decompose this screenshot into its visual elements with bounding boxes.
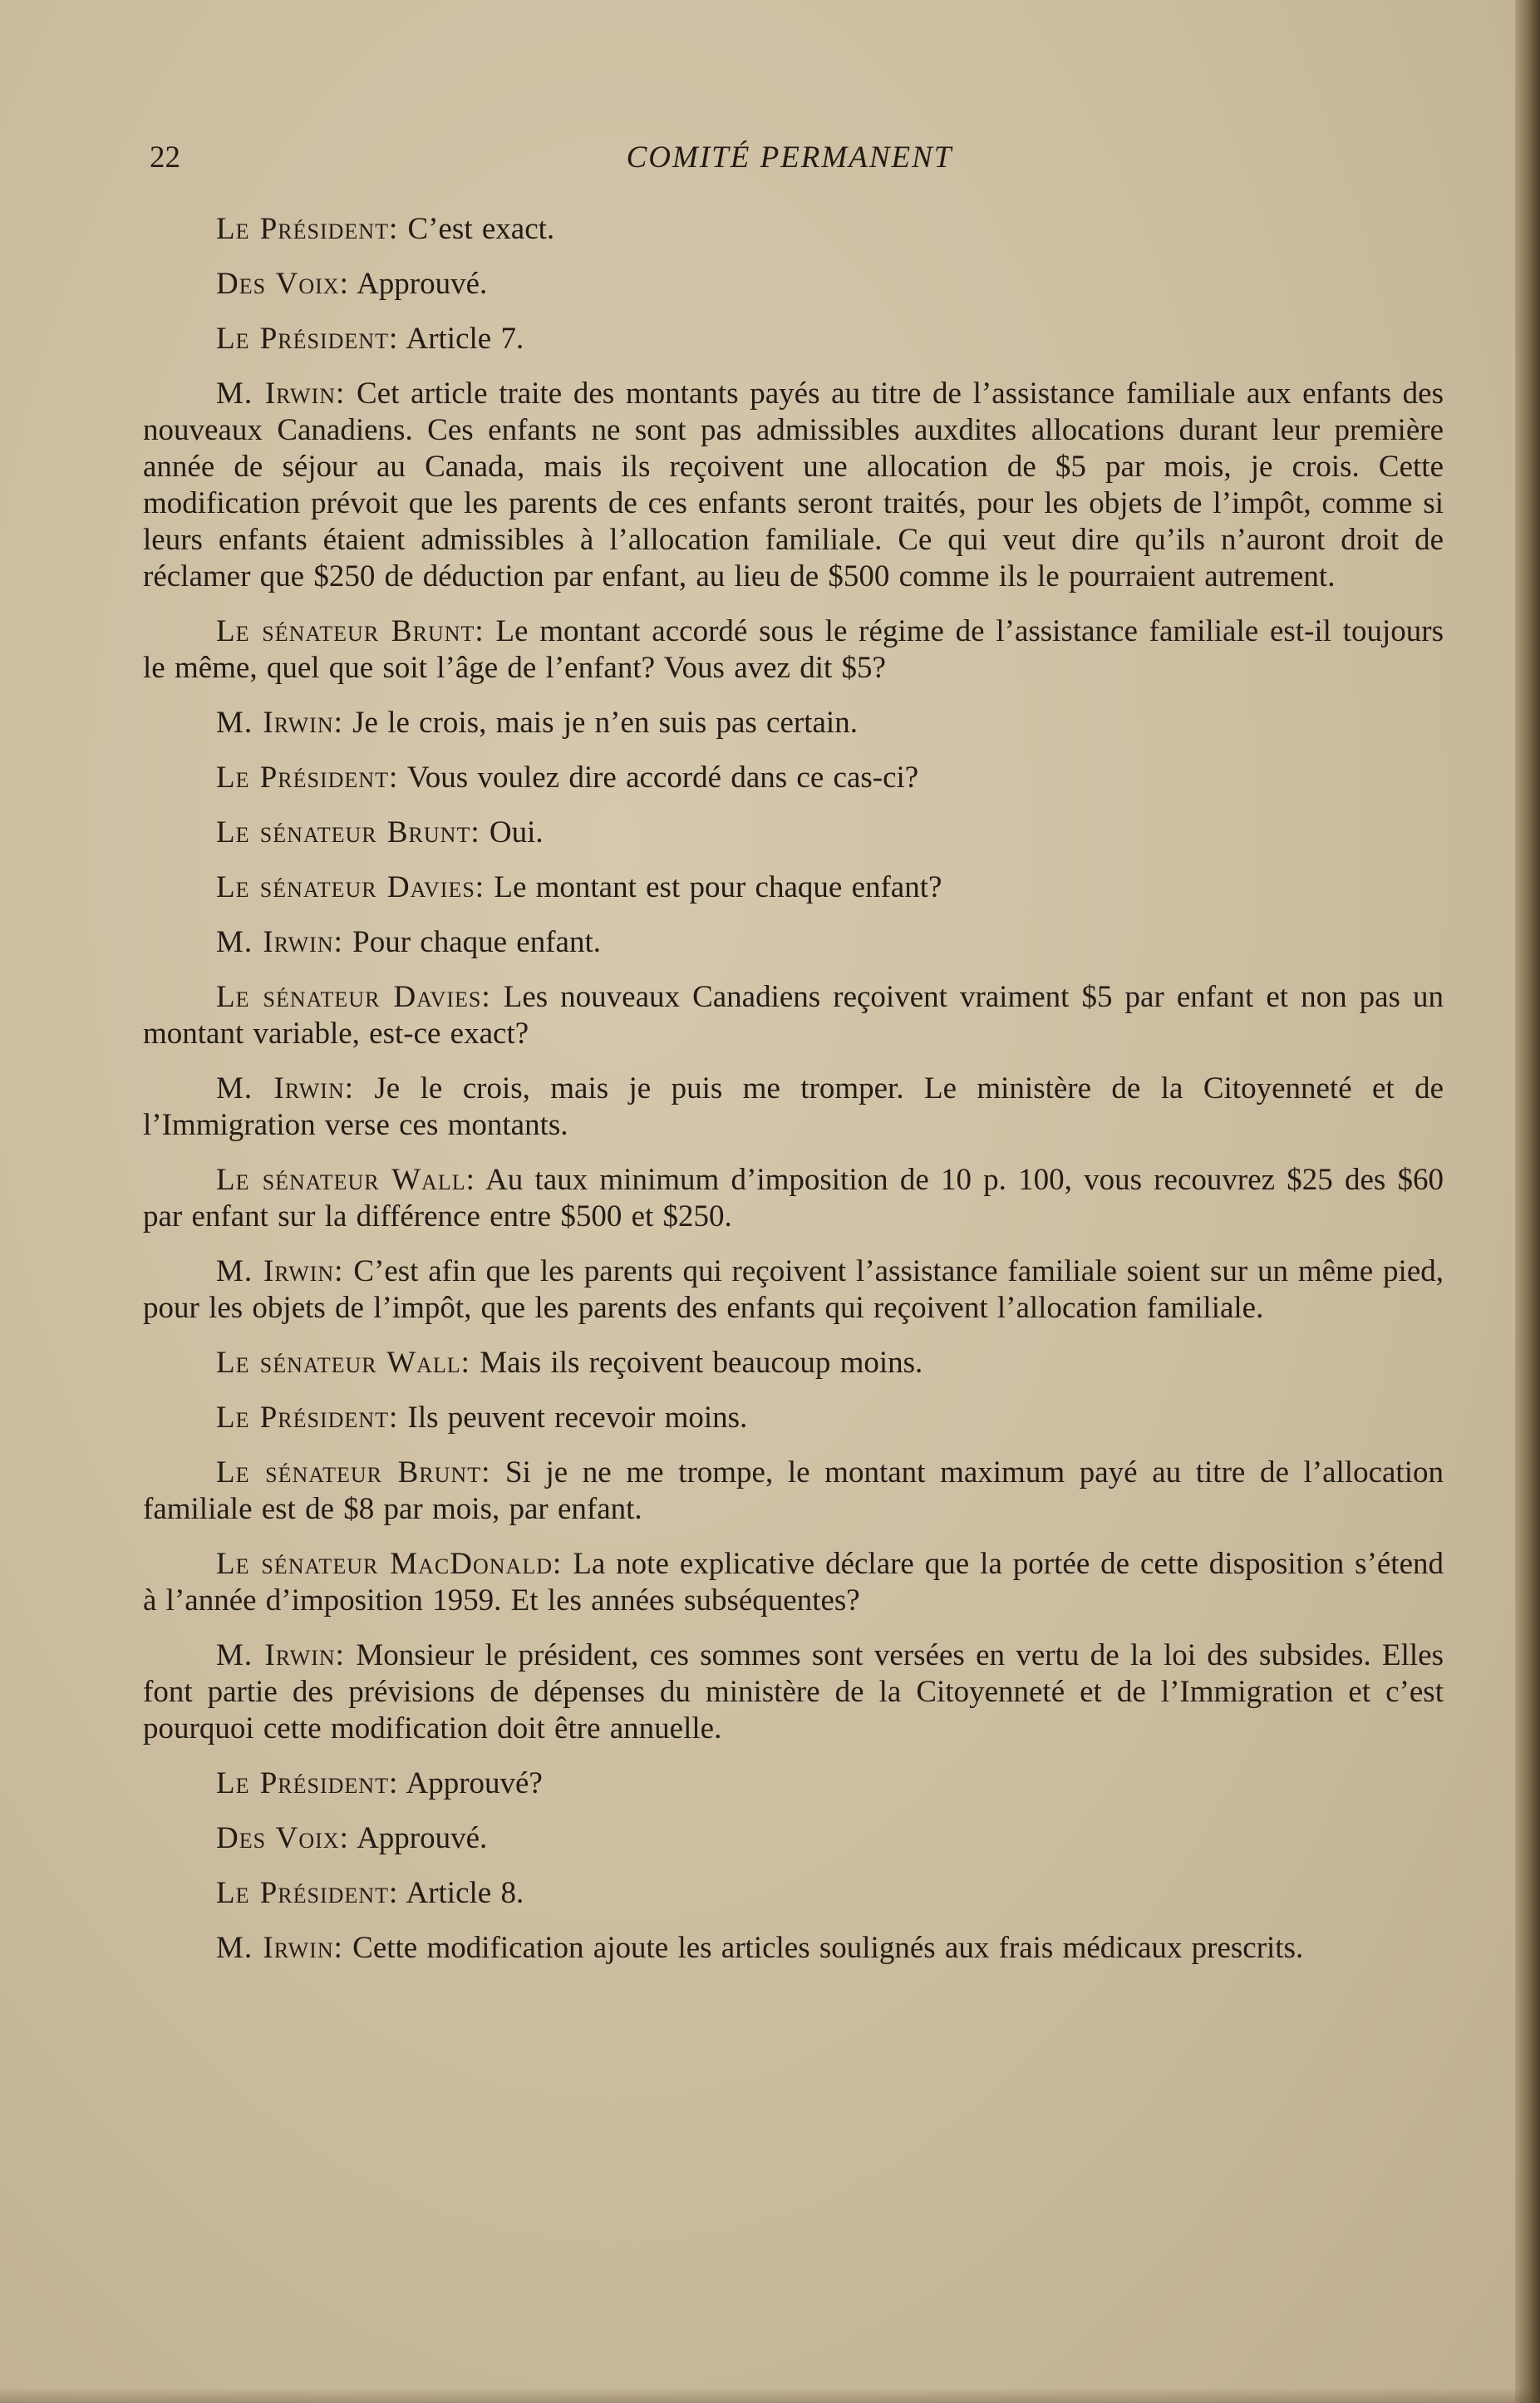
- speaker-label: Le sénateur Brunt:: [216, 614, 485, 648]
- transcript-body: [143, 211, 1444, 1985]
- speaker-label: Le Président:: [216, 322, 399, 356]
- page-edge-shadow: [1515, 0, 1540, 2403]
- paragraph-text: Article 7.: [406, 322, 524, 356]
- paragraph: [143, 376, 1444, 595]
- paragraph: [143, 1765, 1444, 1802]
- speaker-label: Le sénateur Davies:: [216, 870, 485, 904]
- paragraph: [143, 321, 1444, 357]
- page-title: COMITÉ PERMANENT: [626, 140, 953, 175]
- speaker-label: Le Président:: [216, 761, 399, 795]
- speaker-label: Le Président:: [216, 1766, 399, 1800]
- speaker-label: Le Président:: [216, 212, 399, 246]
- paragraph: [143, 1930, 1444, 1967]
- paragraph-text: Pour chaque enfant.: [352, 925, 602, 959]
- paragraph-text: Approuvé.: [357, 267, 488, 301]
- speaker-label: M. Irwin:: [216, 1638, 345, 1672]
- paragraph-text: Au taux minimum d’imposition de 10 p. 100, vous recouvrez $25 des $60 par enfant sur la différence entre $500 et $250.: [143, 1163, 1444, 1234]
- paragraph: [143, 613, 1444, 687]
- speaker-label: Des Voix:: [216, 1821, 349, 1855]
- speaker-label: M. Irwin:: [216, 1254, 344, 1288]
- speaker-label: Le sénateur Wall:: [216, 1163, 475, 1197]
- paragraph-text: Approuvé?: [406, 1766, 543, 1800]
- speaker-label: M. Irwin:: [216, 706, 343, 740]
- paragraph: [143, 815, 1444, 851]
- speaker-label: Le sénateur MacDonald:: [216, 1547, 563, 1581]
- paragraph: [143, 1875, 1444, 1912]
- speaker-label: M. Irwin:: [216, 377, 346, 411]
- paragraph-text: Les nouveaux Canadiens reçoivent vraiment $5 par enfant et non pas un montant variable, est-ce exact?: [143, 980, 1444, 1051]
- paragraph-text: Ils peuvent recevoir moins.: [407, 1401, 748, 1435]
- paragraph: [143, 1400, 1444, 1436]
- paragraph: [143, 211, 1444, 248]
- paragraph: [143, 1162, 1444, 1235]
- speaker-label: Le sénateur Brunt:: [216, 815, 480, 849]
- paragraph-text: Vous voulez dire accordé dans ce cas-ci?: [406, 761, 919, 795]
- paragraph: [143, 1345, 1444, 1381]
- paragraph: [143, 924, 1444, 961]
- paragraph: [143, 1637, 1444, 1747]
- speaker-label: Le sénateur Brunt:: [216, 1455, 491, 1490]
- paragraph-text: C’est exact.: [407, 212, 555, 246]
- paragraph-text: Oui.: [489, 815, 544, 849]
- speaker-label: Le sénateur Davies:: [216, 980, 491, 1014]
- paragraph: [143, 266, 1444, 303]
- speaker-label: Le sénateur Wall:: [216, 1346, 470, 1380]
- paragraph-text: Je le crois, mais je puis me tromper. Le ministère de la Citoyenneté et de l’Immigration verse ces montants.: [143, 1071, 1444, 1142]
- paragraph-text: La note explicative déclare que la portée de cette disposition s’étend à l’année d’imposition 1959. Et les années subséquentes?: [143, 1547, 1444, 1618]
- paragraph: [143, 1820, 1444, 1857]
- paragraph-text: Article 8.: [406, 1876, 524, 1910]
- paragraph-text: C’est afin que les parents qui reçoivent l’assistance familiale soient sur un même pied, pour les objets de l’impôt, que les parents des enfants qui reçoivent l’allocation familiale.: [143, 1254, 1444, 1325]
- paragraph: [143, 869, 1444, 906]
- paragraph: [143, 1546, 1444, 1619]
- speaker-label: Le Président:: [216, 1401, 399, 1435]
- paragraph-text: Si je ne me trompe, le montant maximum payé au titre de l’allocation familiale est de $8 par mois, par enfant.: [143, 1455, 1444, 1526]
- paragraph-text: Mais ils reçoivent beaucoup moins.: [480, 1346, 923, 1380]
- paragraph: [143, 979, 1444, 1052]
- speaker-label: M. Irwin:: [216, 1071, 355, 1105]
- speaker-label: M. Irwin:: [216, 925, 343, 959]
- paragraph-text: Monsieur le président, ces sommes sont versées en vertu de la loi des subsides. Elles font partie des prévisions de dépenses du ministère de la Citoyenneté et de l’Immigration et c’est pourquoi cette modification doit être annuelle.: [143, 1638, 1444, 1746]
- paragraph-text: Approuvé.: [357, 1821, 488, 1855]
- speaker-label: Le Président:: [216, 1876, 399, 1910]
- speaker-label: M. Irwin:: [216, 1931, 343, 1965]
- paragraph-text: Cette modification ajoute les articles soulignés aux frais médicaux prescrits.: [352, 1931, 1304, 1965]
- page-header: [150, 140, 1429, 183]
- paragraph: [143, 1253, 1444, 1327]
- paragraph: [143, 1071, 1444, 1144]
- paragraph: [143, 705, 1444, 741]
- paragraph: [143, 760, 1444, 796]
- paragraph-text: Cet article traite des montants payés au titre de l’assistance familiale aux enfants des nouveaux Canadiens. Ces enfants ne sont pas admissibles auxdites allocations durant leur première année de séjour au Canada, mais ils reçoivent une allocation de $5 par mois, je crois. Cette modification prévoit que les parents de ces enfants seront traités, pour les objets de l’impôt, comme si leurs enfants étaient admissibles à l’allocation familiale. Ce qui veut dire qu’ils n’auront droit de réclamer que $250 de déduction par enfant, au lieu de $500 comme ils le pourraient autrement.: [143, 377, 1444, 593]
- speaker-label: Des Voix:: [216, 267, 349, 301]
- paragraph-text: Le montant est pour chaque enfant?: [494, 870, 942, 904]
- paragraph-text: Le montant accordé sous le régime de l’assistance familiale est-il toujours le même, quel que soit l’âge de l’enfant? Vous avez dit $5?: [143, 614, 1444, 685]
- page-number: 22: [150, 140, 180, 175]
- page-bottom-shadow: [0, 2388, 1540, 2403]
- paragraph: [143, 1455, 1444, 1528]
- paragraph-text: Je le crois, mais je n’en suis pas certain.: [352, 706, 858, 740]
